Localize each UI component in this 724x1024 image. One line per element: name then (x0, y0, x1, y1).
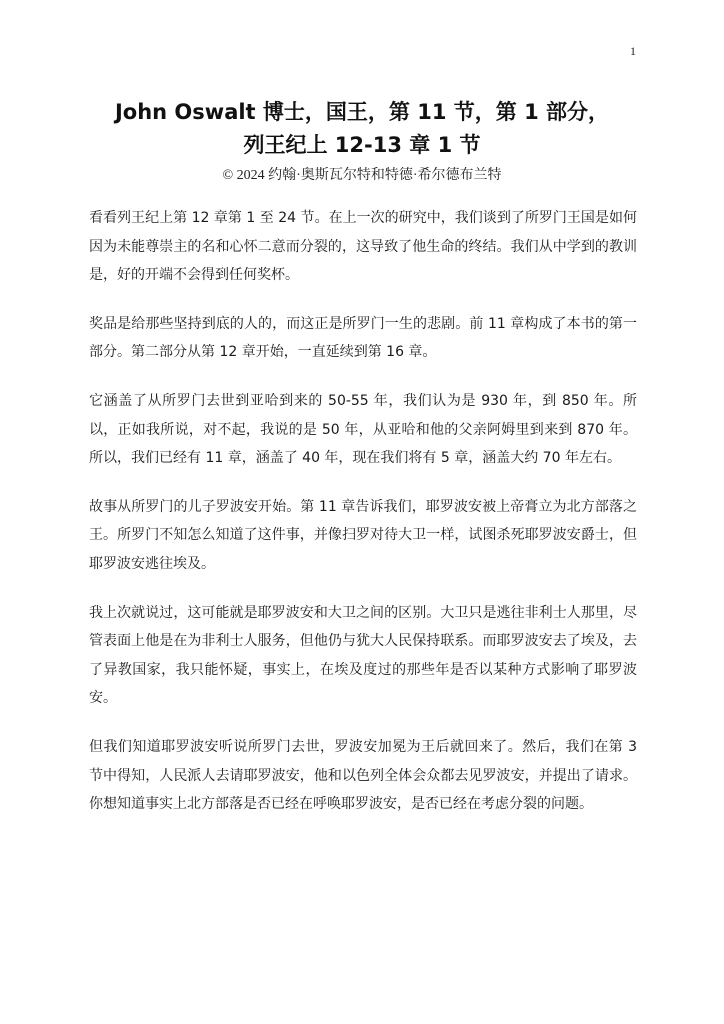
paragraph-4: 故事从所罗门的儿子罗波安开始。第 11 章告诉我们，耶罗波安被上帝膏立为北方部落之王。所罗门不知怎么知道了这件事，并像扫罗对待大卫一样，试图杀死耶罗波安爵士，但耶罗波安逃往埃及。 (89, 498, 637, 572)
paragraph-5: 我上次就说过，这可能就是耶罗波安和大卫之间的区别。大卫只是逃往非利士人那里，尽管表面上他是在为非利士人服务，但他仍与犹大人民保持联系。而耶罗波安去了埃及，去了异教国家，我只能怀疑，事实上，在埃及度过的那些年是否以某种方式影响了耶罗波安。 (89, 604, 637, 707)
paragraph-3: 它涵盖了从所罗门去世到亚哈到来的 50-55 年，我们认为是 930 年，到 850 年。所以，正如我所说，对不起，我说的是 50 年，从亚哈和他的父亲阿姆里到来到 870 年。所以，我们已经有 11 章，涵盖了 40 年，现在我们将有 5 章，涵盖大约 70 年左右。 (89, 392, 637, 467)
document-header (0, 96, 724, 186)
page-number: 1 (630, 44, 636, 58)
title-line-2: 列王纪上 12-13 章 1 节 (243, 133, 481, 157)
paragraph-2: 奖品是给那些坚持到底的人的，而这正是所罗门一生的悲剧。前 11 章构成了本书的第一部分。第二部分从第 12 章开始，一直延续到第 16 章。 (89, 315, 637, 361)
paragraph-6: 但我们知道耶罗波安听说所罗门去世，罗波安加冕为王后就回来了。然后，我们在第 3 节中得知，人民派人去请耶罗波安，他和以色列全体会众都去见罗波安，并提出了请求。你想知道事实上北方部落是否已经在呼唤耶罗波安，是否已经在考虑分裂的问题。 (89, 738, 637, 813)
title-line-1: John Oswalt 博士，国王，第 11 节，第 1 部分， (114, 100, 609, 124)
document-body (89, 204, 637, 839)
paragraph-1: 看看列王纪上第 12 章第 1 至 24 节。在上一次的研究中，我们谈到了所罗门王国是如何因为未能尊崇主的名和心怀二意而分裂的，这导致了他生命的终结。我们从中学到的教训是，好的开端不会得到任何奖杯。 (89, 210, 637, 284)
copyright-notice: © 2024 约翰·奥斯瓦尔特和特德·希尔德布兰特 (222, 168, 502, 183)
